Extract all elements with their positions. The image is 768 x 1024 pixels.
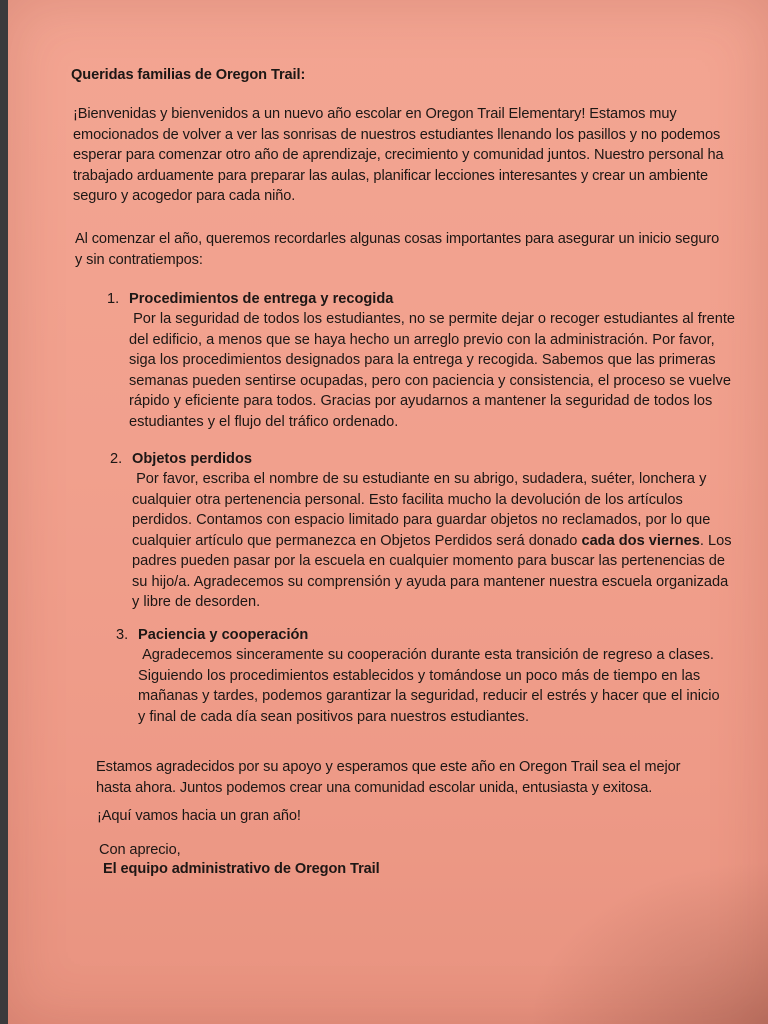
list-item-number: 1. [107, 291, 120, 307]
list-item-body: Agradecemos sinceramente su cooperación durante esta transición de regreso a clases. Siguiendo los procedimientos establecidos y tomándose un poco más de tiempo en las mañanas y tardes, podemos garantizar la seguridad, reducir el estrés y hacer que el inicio y final de cada día sean positivos para nuestros estudiantes. [138, 647, 720, 725]
list-item-heading: Procedimientos de entrega y recogida [129, 291, 394, 307]
list-item-body: Por favor, escriba el nombre de su estudiante en su abrigo, sudadera, suéter, lonchera y cualquier otra pertenencia personal. Esto facilita mucho la devolución de los artículos perdidos. Contamos con espacio limitado para guardar objetos no reclamados, por lo que cualquier artículo que permanezca en Objetos Perdidos será donado cada dos viernes. Los padres pueden pasar por la escuela en cualquier momento para buscar las pertenencias de su hijo/a. Agradecemos su comprensión y ayuda para mantener nuestra escuela organizada y libre de desorden. [132, 471, 732, 610]
list-item-heading: Paciencia y cooperación [138, 627, 309, 643]
list-item-heading: Objetos perdidos [132, 451, 253, 467]
signoff: Con aprecio, [99, 842, 181, 858]
donation-schedule: cada dos viernes [581, 532, 700, 549]
cheer-line: ¡Aquí vamos hacia un gran año! [97, 808, 301, 824]
page-shadow [528, 860, 768, 1024]
signature: El equipo administrativo de Oregon Trail [103, 861, 380, 877]
reminder-paragraph: Al comenzar el año, queremos recordarles algunas cosas importantes para asegurar un inicio seguro y sin contratiempos: [75, 231, 720, 268]
letter-page [8, 0, 768, 1024]
list-item-number: 3. [116, 627, 129, 643]
list-item-number: 2. [110, 451, 123, 467]
letter-greeting: Queridas familias de Oregon Trail: [71, 67, 306, 83]
closing-paragraph: Estamos agradecidos por su apoyo y esperamos que este año en Oregon Trail sea el mejor hasta ahora. Juntos podemos crear una comunidad escolar unida, entusiasta y exitosa. [96, 759, 681, 796]
list-item-body: Por la seguridad de todos los estudiantes, no se permite dejar o recoger estudiantes al frente del edificio, a menos que se haya hecho un arreglo previo con la administración. Por favor, siga los procedimientos designados para la entrega y recogida. Sabemos que las primeras semanas pueden sentirse ocupadas, pero con paciencia y consistencia, el proceso se vuelve rápido y eficiente para todos. Gracias por ayudarnos a mantener la seguridad de todos los estudiantes y el flujo del tráfico ordenado. [129, 311, 736, 430]
intro-paragraph: ¡Bienvenidas y bienvenidos a un nuevo año escolar en Oregon Trail Elementary! Estamos muy emocionados de volver a ver las sonrisas de nuestros estudiantes llenando los pasillos y no podemos esperar para comenzar otro año de aprendizaje, crecimiento y comunidad juntos. Nuestro personal ha trabajado arduamente para preparar las aulas, planificar lecciones interesantes y crear un ambiente seguro y acogedor para cada niño. [73, 106, 724, 204]
